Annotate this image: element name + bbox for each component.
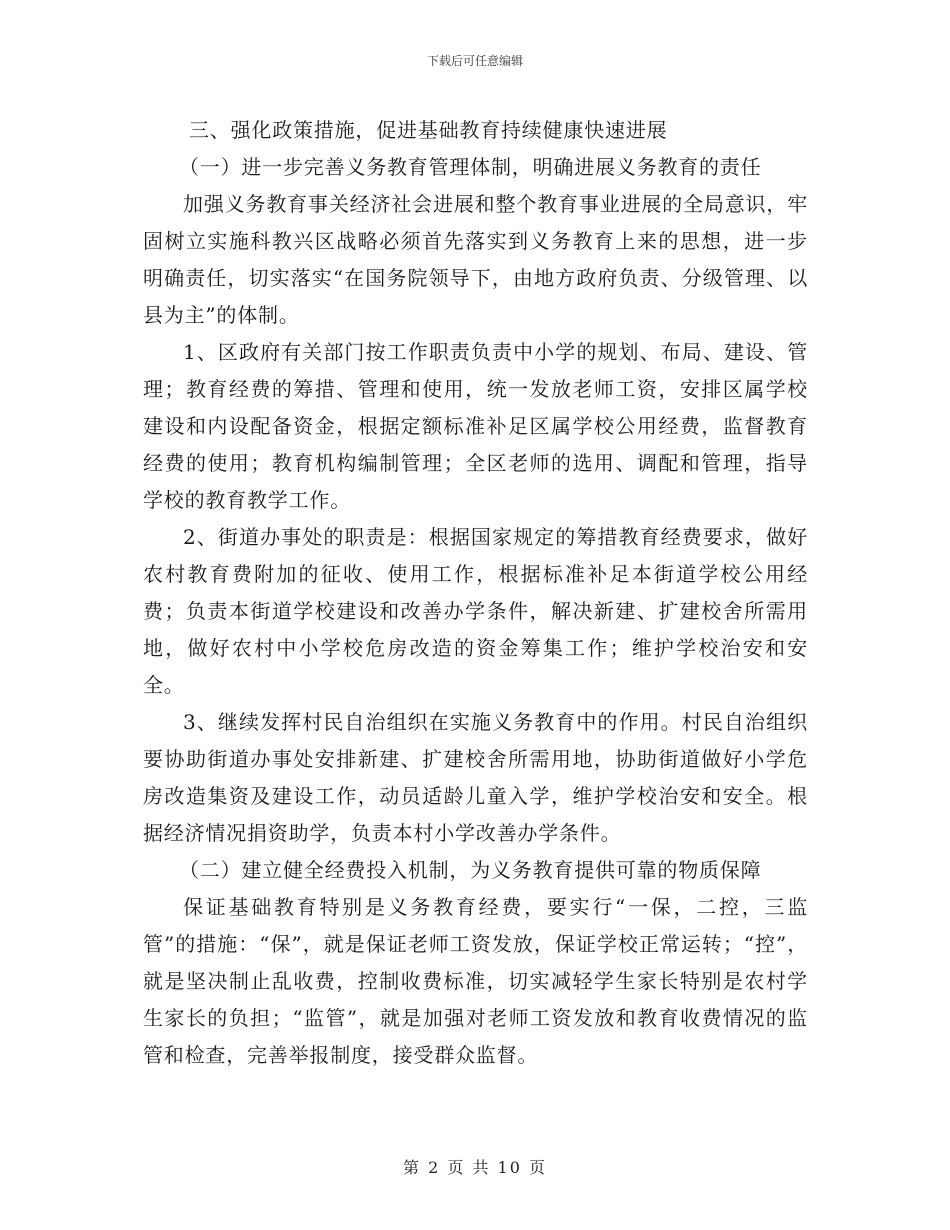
paragraph: 保证基础教育特别是义务教育经费，要实行“一保，二控，三监管”的措施：“保”，就是保证老师工资发放，保证学校正常运转；“控”，就是坚决制止乱收费，控制收费标准，切实减轻学生家长特别是农村学生家长的负担；“监管”，就是加强对老师工资发放和教育收费情况的监管和检查，完善举报制度，接受群众监督。 bbox=[143, 895, 808, 1067]
subsection-heading: （一）进一步完善义务教育管理体制，明确进展义务教育的责任 bbox=[179, 155, 762, 179]
page-header: 下载后可任意编辑 bbox=[426, 54, 523, 68]
paragraph: 加强义务教育事关经济社会进展和整个教育事业进展的全局意识，牢固树立实施科教兴区战略必须首先落实到义务教育上来的思想，进一步明确责任，切实落实“在国务院领导下，由地方政府负责、分级管理、以县为主”的体制。 bbox=[143, 192, 808, 327]
subsection-heading: （二）建立健全经费投入机制，为义务教育提供可靠的物质保障 bbox=[179, 858, 762, 882]
document-body bbox=[143, 112, 808, 1074]
section-heading: 三、强化政策措施，促进基础教育持续健康快速进展 bbox=[189, 118, 668, 142]
paragraph: 3、继续发挥村民自治组织在实施义务教育中的作用。村民自治组织要协助街道办事处安排新建、扩建校舍所需用地，协助街道做好小学危房改造集资及建设工作，动员适龄儿童入学，维护学校治安和安全。根据经济情况捐资助学，负责本村小学改善办学条件。 bbox=[143, 710, 808, 845]
paragraph: 2、街道办事处的职责是：根据国家规定的筹措教育经费要求，做好农村教育费附加的征收、使用工作，根据标准补足本街道学校公用经费；负责本街道学校建设和改善办学条件，解决新建、扩建校舍所需用地，做好农村中小学校危房改造的资金筹集工作；维护学校治安和安全。 bbox=[143, 525, 808, 697]
page-number-footer: 第 2 页 共 10 页 bbox=[403, 1158, 547, 1177]
paragraph: 1、区政府有关部门按工作职责负责中小学的规划、布局、建设、管理；教育经费的筹措、管理和使用，统一发放老师工资，安排区属学校建设和内设配备资金，根据定额标准补足区属学校公用经费，监督教育经费的使用；教育机构编制管理；全区老师的选用、调配和管理，指导学校的教育教学工作。 bbox=[143, 340, 808, 512]
